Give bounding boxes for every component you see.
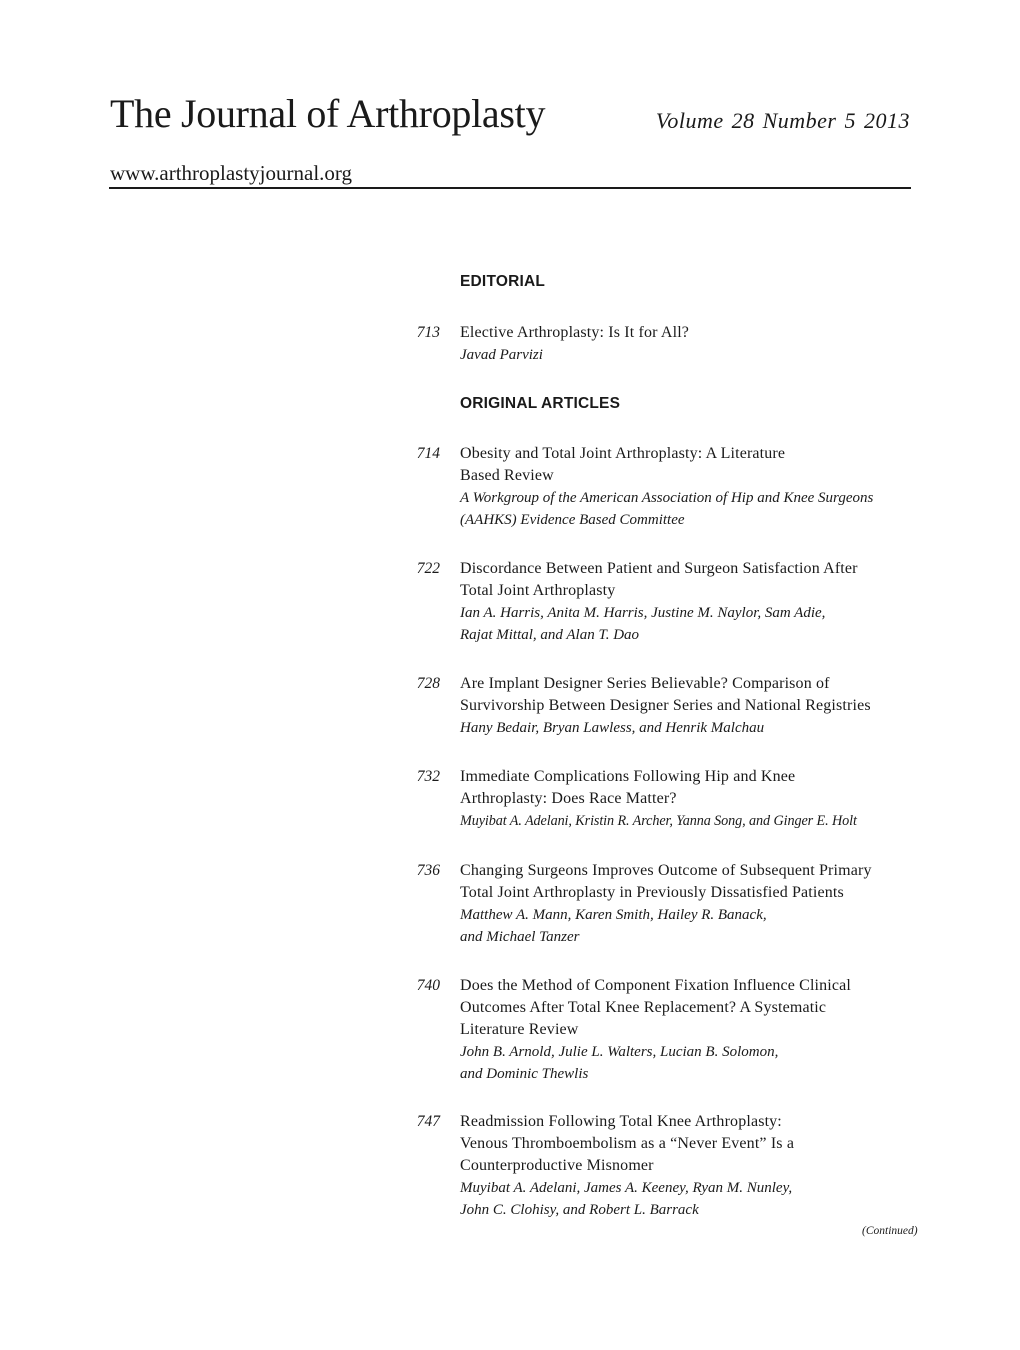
- entry-title-line: Venous Thromboembolism as a “Never Event” Is a: [460, 1135, 795, 1152]
- entry-title-line: Total Joint Arthroplasty in Previously Dissatisfied Patients: [460, 884, 844, 901]
- entry-body: [460, 443, 920, 531]
- entry-authors-line: (AAHKS) Evidence Based Committee: [460, 512, 685, 528]
- journal-title: The Journal of Arthroplasty: [110, 91, 546, 136]
- entry-title-line: Readmission Following Total Knee Arthroplasty:: [460, 1113, 782, 1130]
- entry-title-line: Immediate Complications Following Hip and Knee: [460, 768, 796, 785]
- entry-authors-line: Muyibat A. Adelani, Kristin R. Archer, Yanna Song, and Ginger E. Holt: [460, 813, 857, 829]
- entry-title-line: Changing Surgeons Improves Outcome of Subsequent Primary: [460, 862, 872, 879]
- entry-page-number: 728: [416, 675, 440, 692]
- entry-page-number: 722: [416, 560, 440, 577]
- entry-title-line: Survivorship Between Designer Series and National Registries: [460, 697, 871, 714]
- entry-title-line: Arthroplasty: Does Race Matter?: [460, 790, 677, 807]
- entry-title-line: Literature Review: [460, 1021, 579, 1038]
- entry-title-line: Based Review: [460, 467, 554, 484]
- entry-authors-line: A Workgroup of the American Association of Hip and Knee Surgeons: [460, 490, 874, 506]
- entry-title-line: Counterproductive Misnomer: [460, 1157, 654, 1174]
- entry-title-line: Outcomes After Total Knee Replacement? A Systematic: [460, 999, 827, 1016]
- entry-title-line: Are Implant Designer Series Believable? Comparison of: [460, 675, 830, 692]
- entry-authors-line: Rajat Mittal, and Alan T. Dao: [460, 627, 640, 643]
- entry-page-number: 740: [416, 977, 440, 994]
- masthead: [110, 91, 910, 136]
- entry-body: [460, 322, 920, 366]
- section-heading-editorial: EDITORIAL: [460, 273, 546, 290]
- entry-page-number: 713: [416, 324, 440, 341]
- entry-page-number: 747: [416, 1113, 440, 1130]
- journal-url[interactable]: www.arthroplastyjournal.org: [110, 161, 353, 185]
- entry-authors-line: Javad Parvizi: [460, 347, 543, 363]
- entry-page-number: 732: [416, 768, 440, 785]
- entry-body: [460, 975, 920, 1085]
- header-divider: [109, 187, 911, 189]
- entry-authors-line: and Michael Tanzer: [460, 929, 580, 945]
- entry-title-line: Discordance Between Patient and Surgeon Satisfaction After: [460, 560, 858, 577]
- entry-page-number: 714: [416, 445, 440, 462]
- entry-authors-line: John B. Arnold, Julie L. Walters, Lucian B. Solomon,: [460, 1044, 779, 1060]
- entry-title-line: Obesity and Total Joint Arthroplasty: A Literature: [460, 445, 786, 462]
- entry-authors-line: and Dominic Thewlis: [460, 1066, 589, 1082]
- entry-title-line: Total Joint Arthroplasty: [460, 582, 616, 599]
- entry-body: [460, 860, 920, 948]
- entry-body: [460, 766, 920, 832]
- entry-authors-line: John C. Clohisy, and Robert L. Barrack: [460, 1202, 699, 1218]
- continued-note: (Continued): [862, 1225, 918, 1237]
- entry-authors-line: Muyibat A. Adelani, James A. Keeney, Ryan M. Nunley,: [460, 1180, 793, 1196]
- entry-page-number: 736: [416, 862, 440, 879]
- section-heading-original-articles: ORIGINAL ARTICLES: [460, 395, 621, 412]
- entry-authors-line: Matthew A. Mann, Karen Smith, Hailey R. Banack,: [460, 907, 767, 923]
- entry-body: [460, 1111, 920, 1221]
- entry-body: [460, 558, 920, 646]
- entry-title-line: Elective Arthroplasty: Is It for All?: [460, 324, 690, 341]
- entry-authors-line: Hany Bedair, Bryan Lawless, and Henrik Malchau: [460, 720, 765, 736]
- entry-body: [460, 673, 920, 739]
- entry-authors-line: Ian A. Harris, Anita M. Harris, Justine M. Naylor, Sam Adie,: [460, 605, 826, 621]
- entry-title-line: Does the Method of Component Fixation Influence Clinical: [460, 977, 851, 994]
- issue-info: Volume 28 Number 5 2013: [655, 108, 910, 133]
